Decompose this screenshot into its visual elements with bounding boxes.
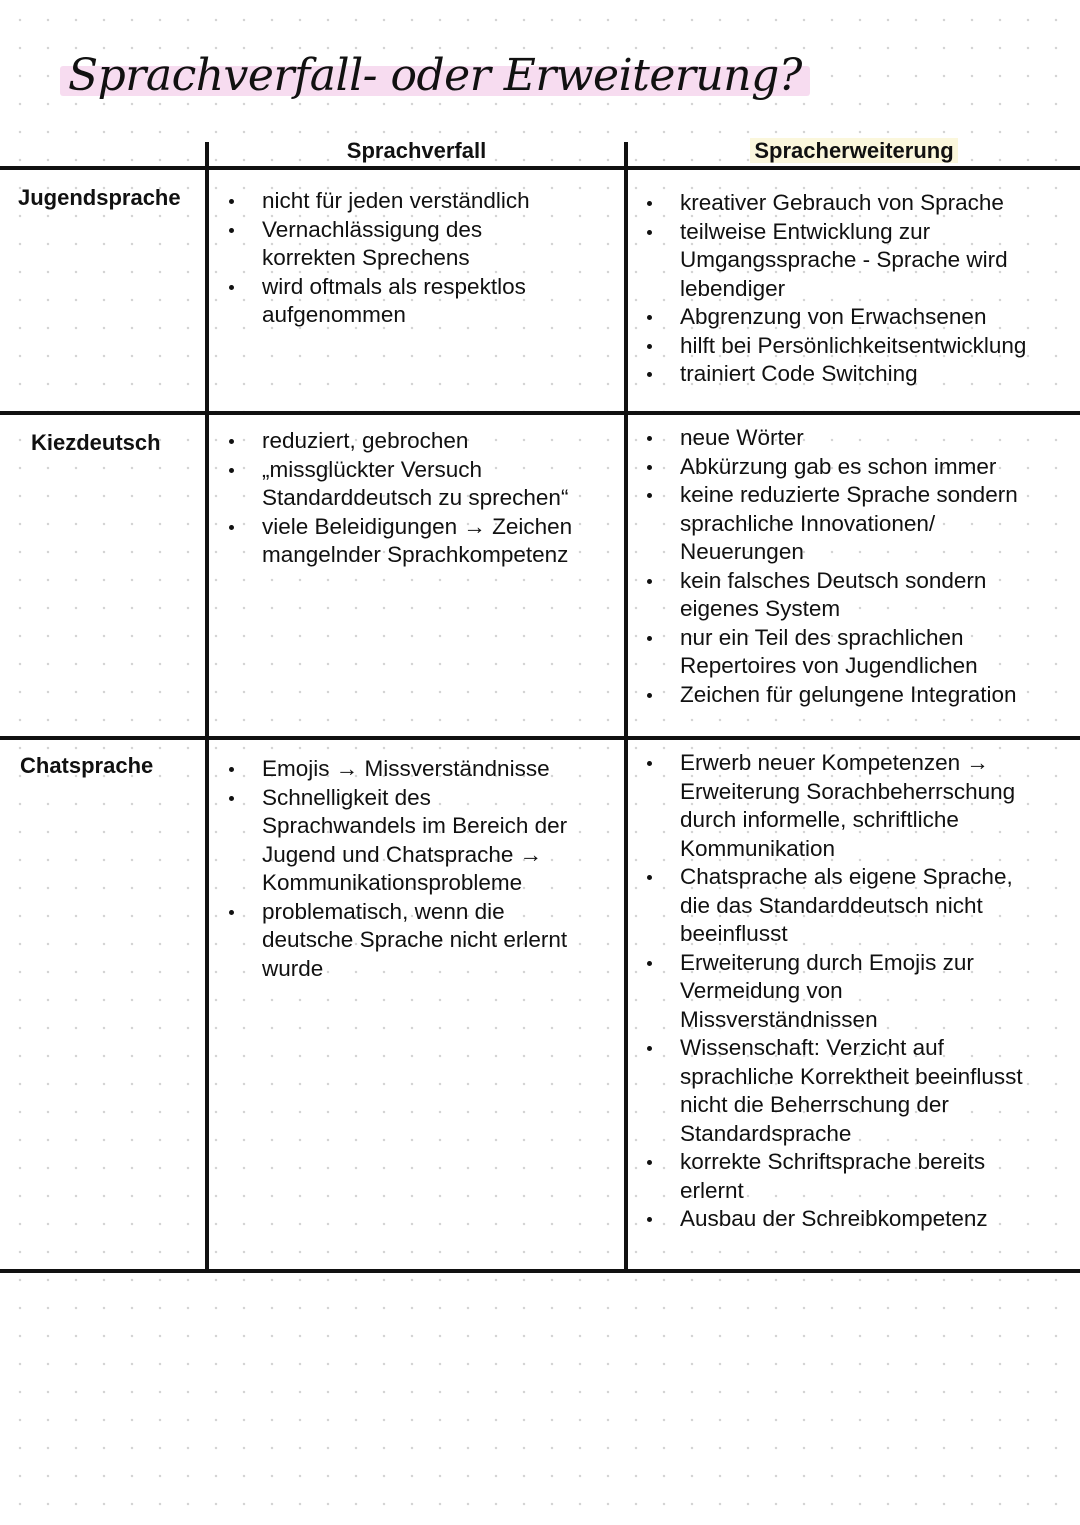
column-header-spracherweiterung: Spracherweiterung <box>628 138 1080 164</box>
list-item: Erweiterung durch Emojis zur Vermeidung von Missverständnissen <box>628 949 1023 1035</box>
list-item: Vernachlässigung des korrekten Sprechens <box>210 216 530 273</box>
row-label-jugendsprache: Jugendsprache <box>18 185 181 210</box>
column-divider <box>205 142 209 1273</box>
row-label-chatsprache: Chatsprache <box>20 753 154 778</box>
list-item: Wissenschaft: Verzicht auf sprachliche Korrektheit beeinflusst nicht die Beherrschung der Standardsprache <box>628 1034 1023 1148</box>
list-item: viele Beleidigungen → Zeichen mangelnder Sprachkompetenz <box>210 513 572 570</box>
list-item: nicht für jeden verständlich <box>210 187 530 216</box>
row-label-kiezdeutsch: Kiezdeutsch <box>31 430 161 455</box>
table-bottom-border <box>0 1269 1080 1273</box>
cell-jugendsprache-verfall <box>210 187 530 330</box>
list-item: korrekte Schriftsprache bereits erlernt <box>628 1148 1023 1205</box>
list-item: „missglückter Versuch Standarddeutsch zu sprechen“ <box>210 456 572 513</box>
list-item: Chatsprache als eigene Sprache, die das Standarddeutsch nicht beeinflusst <box>628 863 1023 949</box>
list-item: Erwerb neuer Kompetenzen → Erweiterung Sorachbeherrschung durch informelle, schriftliche Kommunikation <box>628 749 1023 863</box>
list-item: Zeichen für gelungene Integration <box>628 681 1018 710</box>
row-divider <box>0 411 1080 415</box>
list-item: keine reduzierte Sprache sondern sprachliche Innovationen/ Neuerungen <box>628 481 1018 567</box>
list-item: trainiert Code Switching <box>628 360 1026 389</box>
list-item: teilweise Entwicklung zur Umgangssprache - Sprache wird lebendiger <box>628 218 1026 304</box>
cell-kiezdeutsch-verfall <box>210 427 572 570</box>
cell-chatsprache-erweiterung <box>628 749 1023 1234</box>
list-item: nur ein Teil des sprachlichen Repertoires von Jugendlichen <box>628 624 1018 681</box>
list-item: Abkürzung gab es schon immer <box>628 453 1018 482</box>
column-header-sprachverfall: Sprachverfall <box>346 138 487 163</box>
list-item: problematisch, wenn die deutsche Sprache nicht erlernt wurde <box>210 898 567 984</box>
cell-kiezdeutsch-erweiterung <box>628 424 1018 709</box>
page-title-wrap <box>60 50 810 101</box>
row-divider <box>0 736 1080 740</box>
cell-chatsprache-verfall <box>210 755 567 983</box>
list-item: kreativer Gebrauch von Sprache <box>628 189 1026 218</box>
list-item: kein falsches Deutsch sondern eigenes System <box>628 567 1018 624</box>
cell-jugendsprache-erweiterung <box>628 189 1026 389</box>
table-top-border <box>0 166 1080 170</box>
list-item: hilft bei Persönlichkeitsentwicklung <box>628 332 1026 361</box>
list-item: Emojis → Missverständnisse <box>210 755 567 784</box>
list-item: reduziert, gebrochen <box>210 427 572 456</box>
list-item: wird oftmals als respektlos aufgenommen <box>210 273 530 330</box>
page-title: Sprachverfall- oder Erweiterung? <box>60 50 810 101</box>
list-item: Abgrenzung von Erwachsenen <box>628 303 1026 332</box>
list-item: Schnelligkeit des Sprachwandels im Bereich der Jugend und Chatsprache → Kommunikationsprobleme <box>210 784 567 898</box>
list-item: Ausbau der Schreibkompetenz <box>628 1205 1023 1234</box>
list-item: neue Wörter <box>628 424 1018 453</box>
